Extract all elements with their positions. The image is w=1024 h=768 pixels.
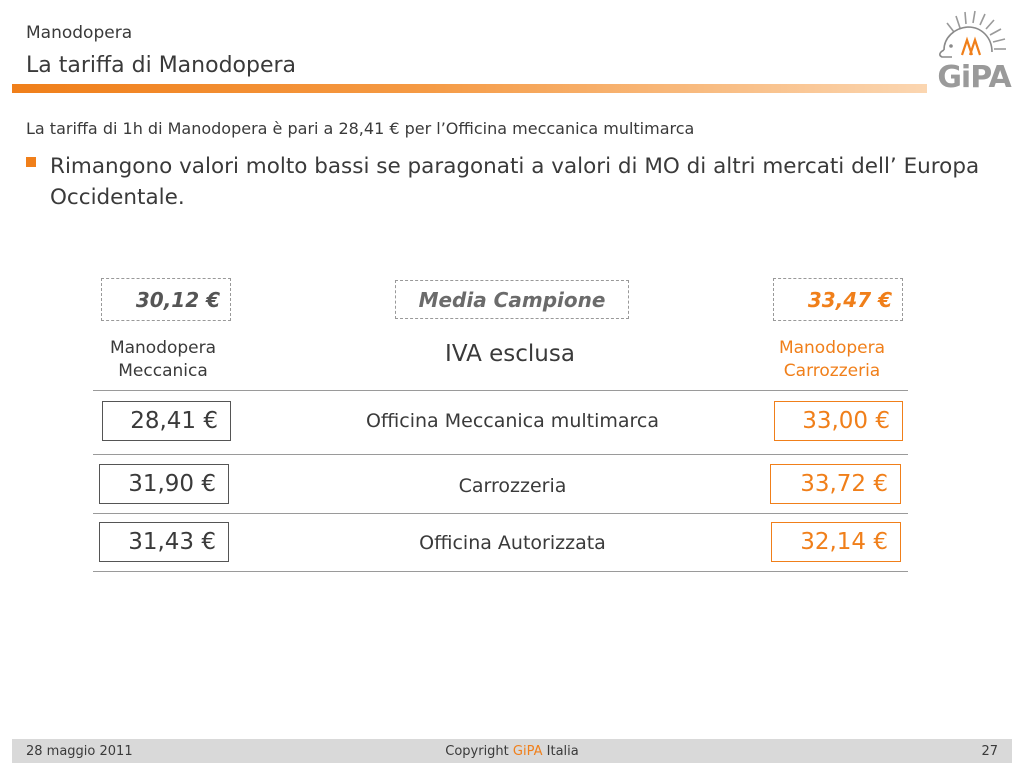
title-rule (12, 84, 927, 93)
body-header-line-2: Carrozzeria (783, 361, 881, 381)
table-divider (93, 571, 908, 572)
body-value-box: 32,14 € (771, 522, 901, 562)
mechanic-average-box: 30,12 € (101, 278, 231, 321)
table-divider (93, 390, 908, 391)
sample-average-label: Media Campione (395, 280, 629, 319)
body-average-box: 33,47 € (773, 278, 903, 321)
footer-date: 28 maggio 2011 (26, 744, 133, 759)
page-number: 27 (981, 744, 998, 759)
section-label: Manodopera (26, 23, 133, 43)
footer-copyright (12, 744, 1012, 759)
body-header-line-1: Manodopera (778, 338, 886, 358)
row-label: Officina Autorizzata (419, 532, 606, 554)
table-divider (93, 513, 908, 514)
mechanic-value-box: 28,41 € (102, 401, 231, 441)
mechanic-column-header (83, 337, 243, 383)
vat-excluded-label: IVA esclusa (445, 341, 575, 367)
bullet-text: Rimangono valori molto bassi se paragonati a valori di MO di altri mercati dell’ Europa Occidentale. (50, 154, 980, 210)
mechanic-value-box: 31,90 € (99, 464, 229, 504)
copyright-brand: GiPA (512, 744, 543, 759)
row-label: Officina Meccanica multimarca (365, 410, 660, 432)
mechanic-value-box: 31,43 € (99, 522, 229, 562)
logo-text: GiPA (937, 60, 1011, 95)
footer-bar (12, 739, 1012, 763)
gipa-logo (930, 10, 1014, 96)
table-divider (93, 454, 908, 455)
intro-text: La tariffa di 1h di Manodopera è pari a 28,41 € per l’Officina meccanica multimarca (26, 119, 695, 138)
mechanic-header-line-2: Meccanica (118, 361, 208, 381)
body-value-box: 33,72 € (770, 464, 901, 504)
copyright-prefix: Copyright (445, 744, 513, 759)
body-value-box: 33,00 € (774, 401, 903, 441)
copyright-suffix: Italia (542, 744, 579, 759)
mechanic-header-line-1: Manodopera (109, 338, 217, 358)
bullet-square-icon (26, 157, 36, 167)
bullet-item (26, 151, 1011, 213)
page-title: La tariffa di Manodopera (26, 53, 297, 78)
body-column-header (752, 337, 912, 383)
row-label: Carrozzeria (458, 475, 567, 497)
